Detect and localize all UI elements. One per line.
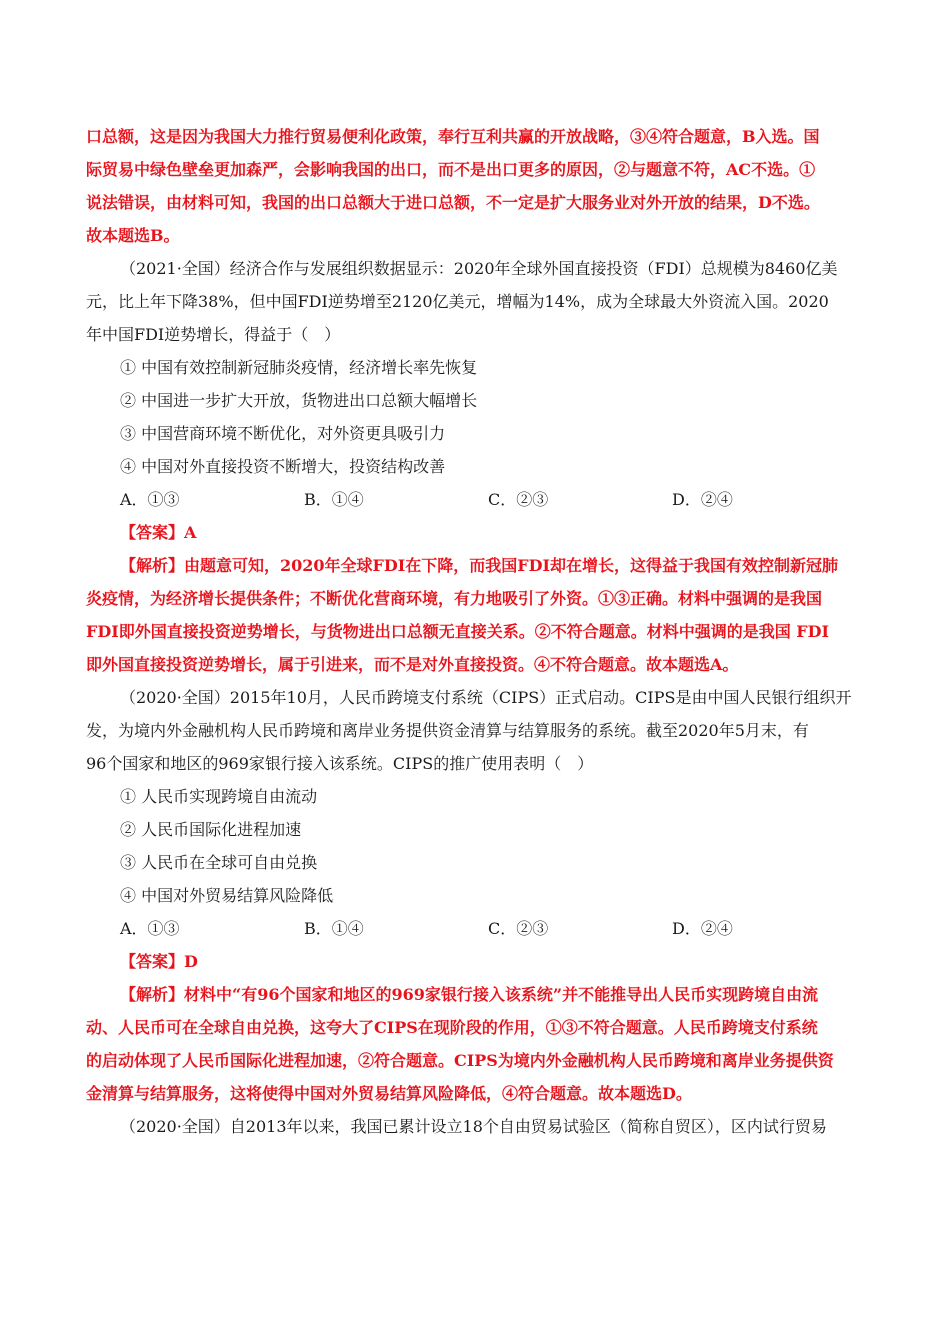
analysis-line: 说法错误，由材料可知，我国的出口总额大于进口总额，不一定是扩大服务业对外开放的结果，D不选。 xyxy=(86,193,820,212)
choice-a: A．①③ xyxy=(120,919,180,938)
choice-b: B．①④ xyxy=(304,919,364,938)
question-ftz xyxy=(86,1110,866,1143)
answer-choices xyxy=(86,483,866,516)
statement-option: ① 人民币实现跨境自由流动 xyxy=(120,787,318,806)
analysis-line xyxy=(86,978,866,1011)
answer-value: D xyxy=(184,952,198,971)
analysis-text: 由题意可知，2020年全球FDI在下降，而我国FDI却在增长，这得益于我国有效控制新冠肺 xyxy=(184,556,838,575)
analysis-tag: 【解析】 xyxy=(120,985,185,1004)
page-content xyxy=(86,120,866,1143)
answer-choices xyxy=(86,912,866,945)
answer-value: A xyxy=(184,523,197,542)
question-cips xyxy=(86,681,866,1110)
answer-tag: 【答案】 xyxy=(120,952,185,971)
statement-option: ① 中国有效控制新冠肺炎疫情，经济增长率先恢复 xyxy=(120,358,478,377)
analysis-line: 金清算与结算服务，这将使得中国对外贸易结算风险降低，④符合题意。故本题选D。 xyxy=(86,1084,692,1103)
question-stem: 发，为境内外金融机构人民币跨境和离岸业务提供资金清算与结算服务的系统。截至2020年5月末，有 xyxy=(86,721,809,740)
choice-a: A．①③ xyxy=(120,490,180,509)
choice-d: D．②④ xyxy=(672,919,733,938)
question-fdi xyxy=(86,252,866,681)
choice-d: D．②④ xyxy=(672,490,733,509)
previous-analysis-block xyxy=(86,120,866,252)
analysis-line xyxy=(86,549,866,582)
analysis-line: FDI即外国直接投资逆势增长，与货物进出口总额无直接关系。②不符合题意。材料中强调的是我国 FDI xyxy=(86,622,830,641)
statement-option: ③ 中国营商环境不断优化，对外资更具吸引力 xyxy=(120,424,446,443)
answer-tag: 【答案】 xyxy=(120,523,185,542)
analysis-line: 的启动体现了人民币国际化进程加速，②符合题意。CIPS为境内外金融机构人民币跨境和离岸业务提供资 xyxy=(86,1051,834,1070)
analysis-line: 口总额，这是因为我国大力推行贸易便利化政策，奉行互利共赢的开放战略，③④符合题意，B入选。国 xyxy=(86,127,820,146)
statement-option: ④ 中国对外贸易结算风险降低 xyxy=(120,886,334,905)
choice-c: C．②③ xyxy=(488,919,549,938)
statement-option: ② 中国进一步扩大开放，货物进出口总额大幅增长 xyxy=(120,391,478,410)
question-stem: （2020·全国）自2013年以来，我国已累计设立18个自由贸易试验区（简称自贸区），区内试行贸易 xyxy=(120,1117,827,1136)
choice-c: C．②③ xyxy=(488,490,549,509)
question-stem: （2021·全国）经济合作与发展组织数据显示：2020年全球外国直接投资（FDI）总规模为8460亿美 xyxy=(120,259,838,278)
question-stem: 元，比上年下降38%，但中国FDI逆势增至2120亿美元，增幅为14%，成为全球最大外资流入国。2020 xyxy=(86,292,829,311)
analysis-line: 动、人民币可在全球自由兑换，这夸大了CIPS在现阶段的作用，①③不符合题意。人民币跨境支付系统 xyxy=(86,1018,818,1037)
question-stem: （2020·全国）2015年10月，人民币跨境支付系统（CIPS）正式启动。CIPS是由中国人民银行组织开 xyxy=(120,688,852,707)
analysis-tag: 【解析】 xyxy=(120,556,185,575)
statement-option: ② 人民币国际化进程加速 xyxy=(120,820,302,839)
choice-b: B．①④ xyxy=(304,490,364,509)
statement-option: ④ 中国对外直接投资不断增大，投资结构改善 xyxy=(120,457,446,476)
answer-line xyxy=(86,516,866,549)
analysis-text: 材料中“有96个国家和地区的969家银行接入该系统”并不能推导出人民币实现跨境自由流 xyxy=(184,985,819,1004)
answer-line xyxy=(86,945,866,978)
question-stem: 年中国FDI逆势增长，得益于（ ） xyxy=(86,325,341,344)
question-stem: 96个国家和地区的969家银行接入该系统。CIPS的推广使用表明（ ） xyxy=(86,754,594,773)
analysis-line: 故本题选B。 xyxy=(86,226,180,245)
analysis-line: 际贸易中绿色壁垒更加森严，会影响我国的出口，而不是出口更多的原因，②与题意不符，AC不选。① xyxy=(86,160,816,179)
statement-option: ③ 人民币在全球可自由兑换 xyxy=(120,853,318,872)
analysis-line: 炎疫情，为经济增长提供条件；不断优化营商环境，有力地吸引了外资。①③正确。材料中强调的是我国 xyxy=(86,589,823,608)
analysis-line: 即外国直接投资逆势增长，属于引进来，而不是对外直接投资。④不符合题意。故本题选A。 xyxy=(86,655,739,674)
